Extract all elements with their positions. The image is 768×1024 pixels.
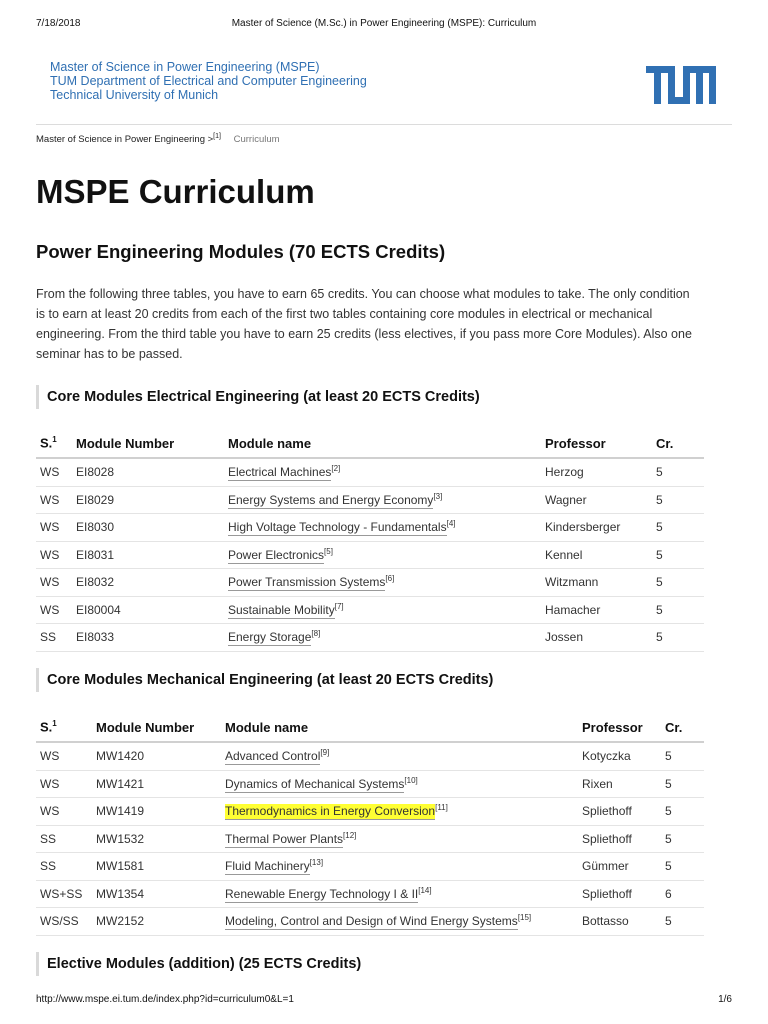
col-module-name: Module name <box>224 429 541 458</box>
cell-module-number: EI8031 <box>72 541 224 569</box>
electrical-modules-table <box>36 429 704 652</box>
breadcrumb-parent[interactable]: Master of Science in Power Engineering > <box>36 134 214 146</box>
print-page-number: 1/6 <box>718 994 732 1005</box>
module-link[interactable]: Sustainable Mobility <box>228 602 335 617</box>
table-header-row <box>36 429 704 458</box>
cell-module-name <box>224 624 541 652</box>
cell-professor: Herzog <box>541 458 652 486</box>
cell-module-number: MW1581 <box>92 853 221 881</box>
cell-credits: 5 <box>652 624 704 652</box>
cell-credits: 5 <box>661 853 704 881</box>
cell-module-name <box>224 458 541 486</box>
module-link[interactable]: Electrical Machines <box>228 465 332 480</box>
cell-semester: SS <box>36 624 72 652</box>
table-row <box>36 825 704 853</box>
electrical-section-title: Core Modules Electrical Engineering (at least 20 ECTS Credits) <box>36 385 480 409</box>
module-link[interactable]: Energy Systems and Energy Economy <box>228 492 434 507</box>
cell-semester: WS <box>36 742 92 770</box>
cell-module-name <box>221 770 578 798</box>
cell-module-number: EI8030 <box>72 514 224 542</box>
cell-module-number: EI8029 <box>72 486 224 514</box>
cell-professor: Wagner <box>541 486 652 514</box>
table-row <box>36 742 704 770</box>
col-module-name: Module name <box>221 713 578 742</box>
cell-module-name <box>224 596 541 624</box>
cell-professor: Bottasso <box>578 908 661 936</box>
table-row <box>36 798 704 826</box>
cell-module-number: EI8033 <box>72 624 224 652</box>
print-header <box>36 18 732 32</box>
cell-semester: WS <box>36 569 72 597</box>
cell-module-name <box>221 798 578 826</box>
footnote-ref: [10] <box>404 775 418 785</box>
cell-credits: 5 <box>652 569 704 597</box>
cell-module-name <box>221 825 578 853</box>
cell-semester: WS+SS <box>36 880 92 908</box>
footnote-ref: [8] <box>311 629 321 639</box>
cell-professor: Witzmann <box>541 569 652 597</box>
module-link[interactable]: Thermodynamics in Energy Conversion <box>225 804 436 819</box>
table-row <box>36 624 704 652</box>
cell-semester: SS <box>36 825 92 853</box>
table-row <box>36 596 704 624</box>
cell-credits: 5 <box>661 908 704 936</box>
cell-professor: Spliethoff <box>578 825 661 853</box>
col-semester: S.$^1$ <box>36 429 72 458</box>
cell-credits: 6 <box>661 880 704 908</box>
module-link[interactable]: High Voltage Technology - Fundamentals <box>228 520 447 535</box>
site-identity <box>50 60 710 102</box>
cell-semester: WS <box>36 541 72 569</box>
print-url: http://www.mspe.ei.tum.de/index.php?id=curriculum0&L=1 <box>36 994 294 1005</box>
cell-credits: 5 <box>661 770 704 798</box>
cell-module-number: MW1532 <box>92 825 221 853</box>
cell-professor: Rixen <box>578 770 661 798</box>
table-row <box>36 853 704 881</box>
cell-professor: Jossen <box>541 624 652 652</box>
section-title: Power Engineering Modules (70 ECTS Credits) <box>36 241 446 262</box>
table-row <box>36 458 704 486</box>
cell-credits: 5 <box>661 798 704 826</box>
table-row <box>36 486 704 514</box>
footnote-ref: [6] <box>385 574 395 584</box>
cell-credits: 5 <box>661 825 704 853</box>
cell-module-name <box>221 853 578 881</box>
cell-module-number: MW1420 <box>92 742 221 770</box>
breadcrumb <box>36 133 280 145</box>
header-divider <box>36 124 732 125</box>
cell-module-number: MW1354 <box>92 880 221 908</box>
module-link[interactable]: Modeling, Control and Design of Wind Energy Systems <box>225 914 518 929</box>
cell-credits: 5 <box>652 486 704 514</box>
cell-module-number: MW1421 <box>92 770 221 798</box>
table-row <box>36 514 704 542</box>
footnote-ref: [5] <box>324 546 333 556</box>
cell-professor: Spliethoff <box>578 880 661 908</box>
footnote-ref: [13] <box>309 858 324 868</box>
module-link[interactable]: Thermal Power Plants <box>225 831 344 846</box>
module-link[interactable]: Energy Storage <box>228 630 312 645</box>
col-credits: Cr. <box>661 713 704 742</box>
cell-module-number: EI80004 <box>72 596 224 624</box>
cell-credits: 5 <box>652 514 704 542</box>
university-link[interactable]: Technical University of Munich <box>50 88 219 102</box>
footnote-ref: [12] <box>343 830 357 840</box>
cell-credits: 5 <box>652 458 704 486</box>
cell-module-name <box>224 514 541 542</box>
footnote-ref: [15] <box>517 913 532 923</box>
footnote-ref: [4] <box>446 519 456 529</box>
footnote-ref: [3] <box>433 491 443 501</box>
module-link[interactable]: Renewable Energy Technology I & II <box>225 886 419 901</box>
mechanical-modules-table <box>36 713 704 936</box>
breadcrumb-current: Curriculum <box>233 134 280 146</box>
cell-module-number: EI8028 <box>72 458 224 486</box>
module-link[interactable]: Dynamics of Mechanical Systems <box>225 776 405 791</box>
cell-professor: Spliethoff <box>578 798 661 826</box>
mechanical-table-body <box>36 742 704 935</box>
cell-semester: WS <box>36 798 92 826</box>
cell-module-name <box>221 742 578 770</box>
col-professor: Professor <box>578 713 661 742</box>
table-row <box>36 908 704 936</box>
cell-module-name <box>224 569 541 597</box>
program-link[interactable]: Master of Science in Power Engineering (MSPE) <box>50 60 320 74</box>
cell-module-name <box>221 880 578 908</box>
col-module-number: Module Number <box>92 713 221 742</box>
cell-semester: WS <box>36 458 72 486</box>
cell-module-number: EI8032 <box>72 569 224 597</box>
module-link[interactable]: Advanced Control <box>225 749 321 764</box>
cell-module-number: MW2152 <box>92 908 221 936</box>
cell-module-number: MW1419 <box>92 798 221 826</box>
cell-professor: Kennel <box>541 541 652 569</box>
footnote-ref: [14] <box>418 885 432 895</box>
cell-semester: WS/SS <box>36 908 92 936</box>
cell-professor: Hamacher <box>541 596 652 624</box>
cell-semester: SS <box>36 853 92 881</box>
cell-professor: Gümmer <box>578 853 661 881</box>
table-row <box>36 770 704 798</box>
elective-section-title: Elective Modules (addition) (25 ECTS Credits) <box>36 952 361 976</box>
col-module-number: Module Number <box>72 429 224 458</box>
breadcrumb-ref: [1] <box>213 133 221 140</box>
print-title: Master of Science (M.Sc.) in Power Engineering (MSPE): Curriculum <box>231 18 537 29</box>
site-header <box>50 60 710 120</box>
intro-paragraph: From the following three tables, you have to earn 65 credits. You can choose what modules to take. The only condition is to earn at least 20 credits from each of the first two tables containing core modules in electrical or mechanical engineering. From the third table you have to earn 25 credits (less electives, if you pass more Core Modules). Also one seminar has to be passed. <box>36 287 692 361</box>
table-row <box>36 880 704 908</box>
footnote-ref: [11] <box>435 803 448 813</box>
cell-professor: Kotyczka <box>578 742 661 770</box>
page-title: MSPE Curriculum <box>36 173 315 210</box>
col-professor: Professor <box>541 429 652 458</box>
cell-module-name <box>221 908 578 936</box>
tum-logo[interactable] <box>646 66 716 104</box>
cell-semester: WS <box>36 770 92 798</box>
electrical-table-body <box>36 458 704 651</box>
cell-module-name <box>224 541 541 569</box>
print-date: 7/18/2018 <box>36 18 81 29</box>
footnote-ref: [7] <box>334 601 344 611</box>
footnote-ref: [9] <box>320 748 330 758</box>
department-link[interactable]: TUM Department of Electrical and Computer Engineering <box>50 74 367 88</box>
module-link[interactable]: Fluid Machinery <box>225 859 310 874</box>
cell-semester: WS <box>36 486 72 514</box>
table-row <box>36 569 704 597</box>
cell-professor: Kindersberger <box>541 514 652 542</box>
cell-credits: 5 <box>652 541 704 569</box>
col-semester: S.$^1$ <box>36 713 92 742</box>
cell-module-name <box>224 486 541 514</box>
cell-credits: 5 <box>652 596 704 624</box>
module-link[interactable]: Power Transmission Systems <box>228 575 386 590</box>
table-header-row <box>36 713 704 742</box>
print-footer <box>36 994 732 1008</box>
cell-credits: 5 <box>661 742 704 770</box>
mechanical-section-title: Core Modules Mechanical Engineering (at least 20 ECTS Credits) <box>36 668 493 692</box>
module-link[interactable]: Power Electronics <box>228 547 325 562</box>
col-credits: Cr. <box>652 429 704 458</box>
footnote-ref: [2] <box>331 464 341 474</box>
cell-semester: WS <box>36 514 72 542</box>
table-row <box>36 541 704 569</box>
cell-semester: WS <box>36 596 72 624</box>
